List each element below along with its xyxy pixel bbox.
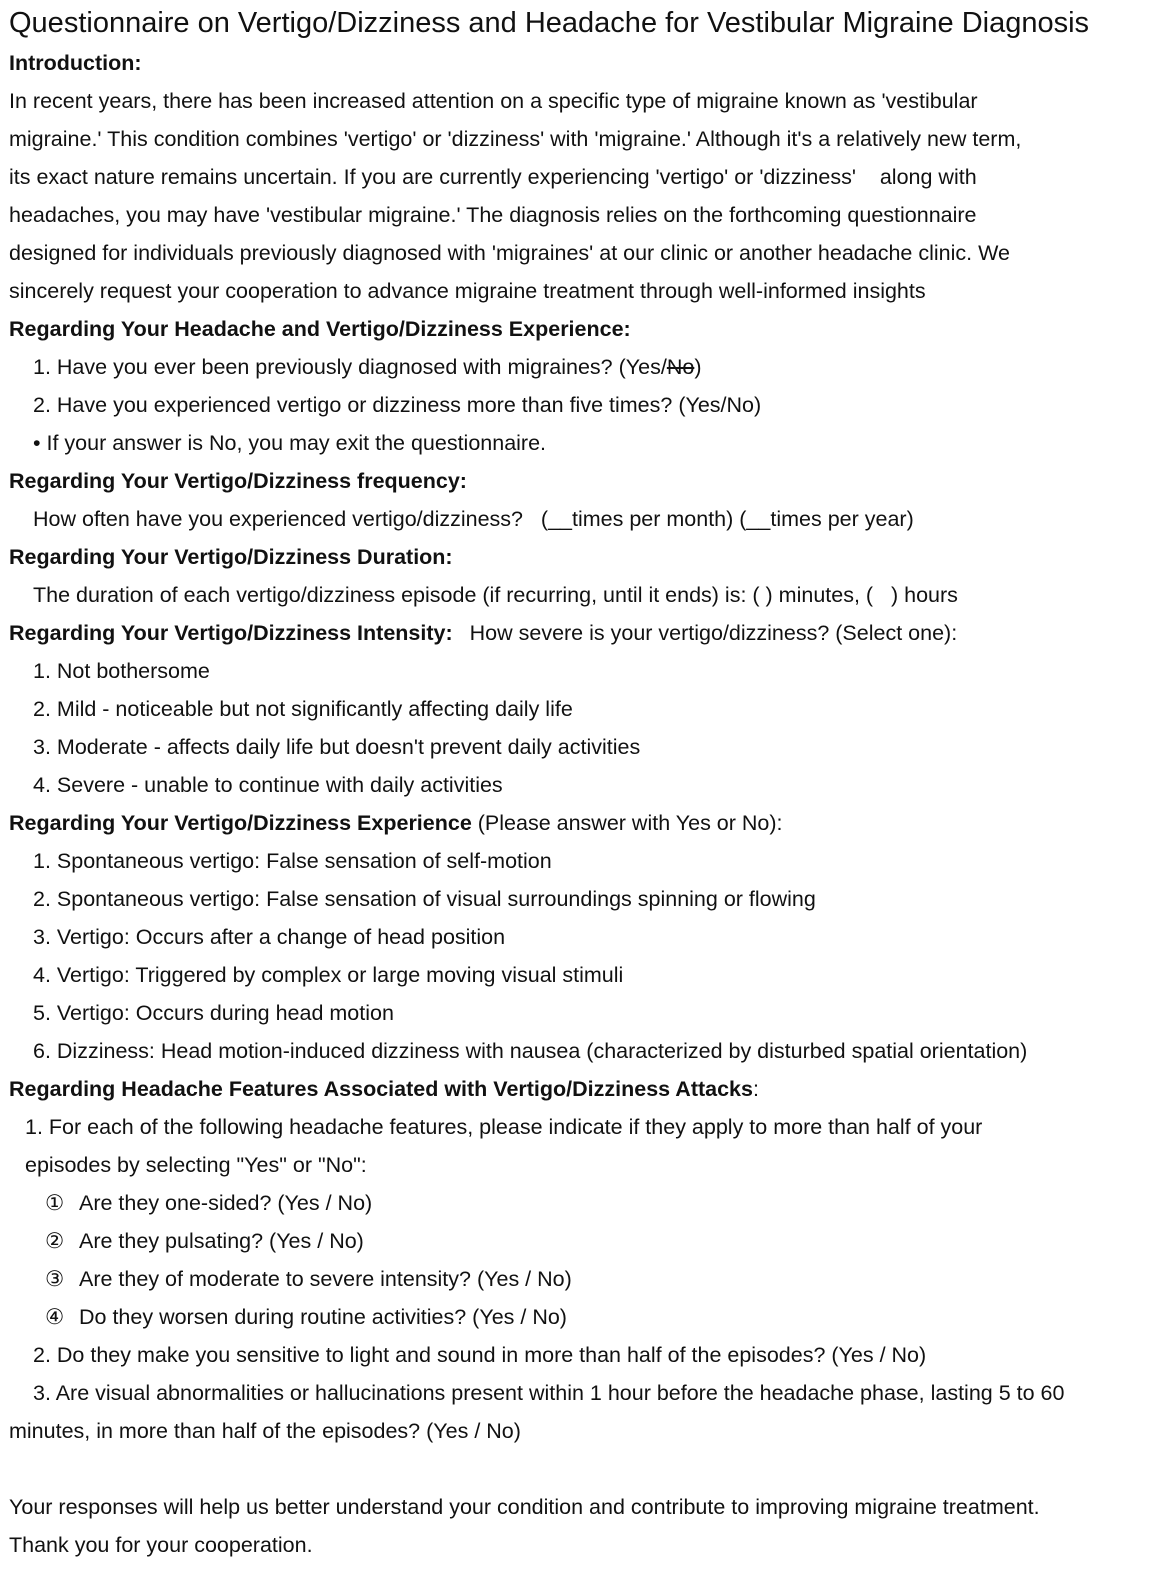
intensity-option: 4. Severe - unable to continue with daily activities bbox=[33, 773, 503, 797]
experience-question-1 bbox=[33, 352, 701, 382]
headache-heading-colon: : bbox=[752, 1077, 759, 1101]
headache-question-2: 2. Do they make you sensitive to light and sound in more than half of the episodes? (Yes / No) bbox=[33, 1343, 927, 1367]
vertigo-item: 2. Spontaneous vertigo: False sensation of visual surroundings spinning or flowing bbox=[33, 887, 816, 911]
duration-question: The duration of each vertigo/dizziness episode (if recurring, until it ends) is: ( ) minutes, ( ) hours bbox=[33, 583, 958, 607]
feature-text: Are they pulsating? (Yes / No) bbox=[79, 1229, 364, 1253]
circled-number-icon: ④ bbox=[45, 1305, 65, 1329]
headache-question-1: 1. For each of the following headache features, please indicate if they apply to more than half of your bbox=[25, 1115, 983, 1139]
duration-heading: Regarding Your Vertigo/Dizziness Duration: bbox=[9, 545, 453, 569]
vertigo-item: 1. Spontaneous vertigo: False sensation of self-motion bbox=[33, 849, 552, 873]
document-title: Questionnaire on Vertigo/Dizziness and Headache for Vestibular Migraine Diagnosis bbox=[9, 7, 1090, 39]
feature-text: Do they worsen during routine activities? (Yes / No) bbox=[79, 1305, 567, 1329]
frequency-heading: Regarding Your Vertigo/Dizziness frequency: bbox=[9, 469, 467, 493]
headache-feature bbox=[45, 1264, 572, 1294]
struck-answer: No bbox=[666, 355, 695, 379]
vertigo-item: 3. Vertigo: Occurs after a change of head position bbox=[33, 925, 506, 949]
circled-number-icon: ② bbox=[45, 1229, 65, 1253]
question-text-end: ) bbox=[694, 355, 702, 379]
intro-line: headaches, you may have 'vestibular migraine.' The diagnosis relies on the forthcoming questionnaire bbox=[9, 203, 977, 227]
vertigo-item: 4. Vertigo: Triggered by complex or large moving visual stimuli bbox=[33, 963, 624, 987]
intro-line: designed for individuals previously diagnosed with 'migraines' at our clinic or another headache clinic. We bbox=[9, 241, 1010, 265]
intro-line: sincerely request your cooperation to advance migraine treatment through well-informed insights bbox=[9, 279, 926, 303]
intro-line: In recent years, there has been increased attention on a specific type of migraine known as 'vestibular bbox=[9, 89, 978, 113]
headache-heading: Regarding Headache Features Associated with Vertigo/Dizziness Attacks bbox=[9, 1077, 753, 1101]
experience-heading: Regarding Your Headache and Vertigo/Dizziness Experience: bbox=[9, 317, 631, 341]
headache-question-3: 3. Are visual abnormalities or hallucinations present within 1 hour before the headache phase, lasting 5 to 60 bbox=[33, 1381, 1065, 1405]
intro-line: migraine.' This condition combines 'vertigo' or 'dizziness' with 'migraine.' Although it's a relatively new term, bbox=[9, 127, 1022, 151]
feature-text: Are they of moderate to severe intensity? (Yes / No) bbox=[79, 1267, 572, 1291]
vertigo-experience-heading: Regarding Your Vertigo/Dizziness Experience bbox=[9, 811, 472, 835]
vertigo-item: 6. Dizziness: Head motion-induced dizziness with nausea (characterized by disturbed spatial orientation) bbox=[33, 1039, 1028, 1063]
intensity-heading: Regarding Your Vertigo/Dizziness Intensity: bbox=[9, 621, 453, 645]
intensity-option: 1. Not bothersome bbox=[33, 659, 210, 683]
headache-feature bbox=[45, 1302, 567, 1332]
intensity-question: How severe is your vertigo/dizziness? (Select one): bbox=[469, 621, 958, 645]
headache-question-1-cont: episodes by selecting "Yes" or "No": bbox=[25, 1153, 367, 1177]
headache-feature bbox=[45, 1226, 364, 1256]
headache-row bbox=[9, 1074, 759, 1104]
intro-line: its exact nature remains uncertain. If you are currently experiencing 'vertigo' or 'dizziness' along with bbox=[9, 165, 977, 189]
frequency-question: How often have you experienced vertigo/dizziness? (__times per month) (__times per year) bbox=[33, 507, 914, 531]
feature-text: Are they one-sided? (Yes / No) bbox=[79, 1191, 373, 1215]
intensity-option: 3. Moderate - affects daily life but doesn't prevent daily activities bbox=[33, 735, 641, 759]
vertigo-experience-row bbox=[9, 808, 783, 838]
intro-heading: Introduction: bbox=[9, 51, 142, 75]
headache-feature bbox=[45, 1188, 372, 1218]
question-text: 1. Have you ever been previously diagnosed with migraines? (Yes/ bbox=[33, 355, 667, 379]
closing-thanks: Thank you for your cooperation. bbox=[9, 1533, 313, 1557]
exit-note: • If your answer is No, you may exit the questionnaire. bbox=[33, 431, 547, 455]
headache-question-3-cont: minutes, in more than half of the episodes? (Yes / No) bbox=[9, 1419, 521, 1443]
vertigo-experience-instruction: (Please answer with Yes or No): bbox=[471, 811, 783, 835]
vertigo-item: 5. Vertigo: Occurs during head motion bbox=[33, 1001, 394, 1025]
experience-question-2: 2. Have you experienced vertigo or dizziness more than five times? (Yes/No) bbox=[33, 393, 762, 417]
closing-line: Your responses will help us better understand your condition and contribute to improving migraine treatment. bbox=[9, 1495, 1040, 1519]
intensity-option: 2. Mild - noticeable but not significantly affecting daily life bbox=[33, 697, 573, 721]
circled-number-icon: ① bbox=[45, 1191, 65, 1215]
circled-number-icon: ③ bbox=[45, 1267, 65, 1291]
intensity-row bbox=[9, 618, 957, 648]
